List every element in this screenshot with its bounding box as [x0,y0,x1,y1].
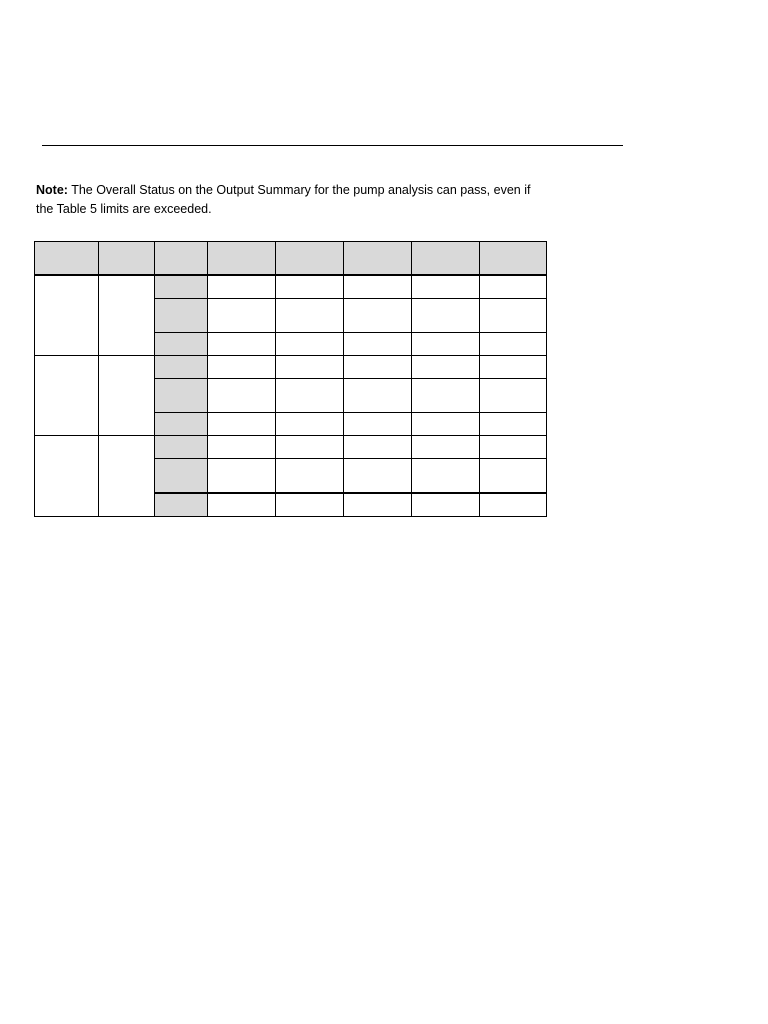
table-cell [480,436,547,459]
header-cell [480,242,547,276]
group-cell [99,275,155,356]
header-cell [99,242,155,276]
table-cell [208,379,276,413]
table-cell [344,299,412,333]
table-cell [208,299,276,333]
table-cell [480,379,547,413]
table-cell [412,436,480,459]
row-label-cell [155,493,208,517]
row-label-cell [155,356,208,379]
table-cell [344,493,412,517]
table-cell [412,493,480,517]
table-cell [276,275,344,299]
group-cell [99,436,155,517]
table-cell [208,413,276,436]
table-cell [208,275,276,299]
note-text-line-1: The Overall Status on the Output Summary for the pump analysis can pass, even if [67,183,531,197]
table-cell [344,333,412,356]
table-cell [480,299,547,333]
table-cell [344,413,412,436]
table-cell [344,379,412,413]
row-label-cell [155,299,208,333]
table-cell [480,459,547,494]
table-header-row [35,242,547,276]
table-cell [412,356,480,379]
table-cell [412,299,480,333]
table-cell [412,379,480,413]
row-label-cell [155,436,208,459]
table-cell [344,356,412,379]
row-label-cell [155,413,208,436]
header-cell [344,242,412,276]
table-cell [480,356,547,379]
table-cell [412,333,480,356]
table-row [35,356,547,379]
table-cell [208,493,276,517]
table-row [35,436,547,459]
group-cell [35,356,99,436]
table-cell [208,333,276,356]
table-cell [276,299,344,333]
header-cell [155,242,208,276]
note-paragraph [36,181,556,219]
table-cell [344,459,412,494]
row-label-cell [155,275,208,299]
table-cell [276,379,344,413]
table-cell [412,459,480,494]
header-cell [276,242,344,276]
table-row [35,275,547,299]
limits-table [34,241,547,517]
table-cell [344,436,412,459]
row-label-cell [155,379,208,413]
table-cell [208,436,276,459]
table-cell [276,436,344,459]
group-cell [35,436,99,517]
table-cell [480,413,547,436]
row-label-cell [155,333,208,356]
table-cell [276,493,344,517]
horizontal-rule [42,145,623,146]
header-cell [208,242,276,276]
group-cell [35,275,99,356]
table-cell [208,356,276,379]
header-cell [412,242,480,276]
table-cell [412,413,480,436]
table-cell [480,333,547,356]
table-cell [276,356,344,379]
table-cell [208,459,276,494]
table-cell [276,333,344,356]
group-cell [99,356,155,436]
note-text-line-2: the Table 5 limits are exceeded. [36,202,212,216]
header-cell [35,242,99,276]
table-cell [276,413,344,436]
table-cell [276,459,344,494]
table-cell [480,275,547,299]
table-cell [344,275,412,299]
row-label-cell [155,459,208,494]
table-cell [480,493,547,517]
table-cell [412,275,480,299]
note-label: Note: [36,183,68,197]
